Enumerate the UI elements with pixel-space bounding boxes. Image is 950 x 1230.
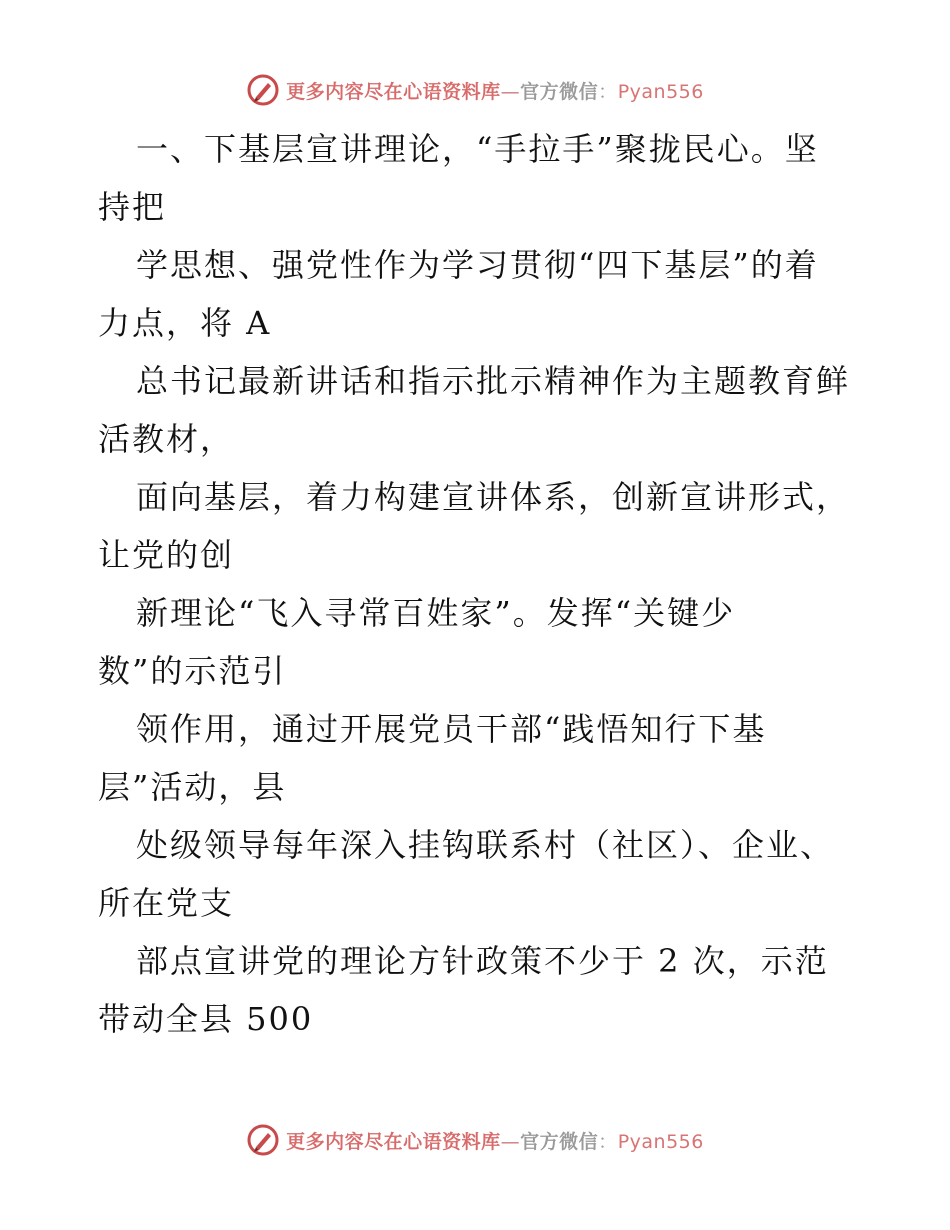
text-line: 处级领导每年深入挂钩联系村（社区）、企业、 <box>136 826 835 864</box>
watermark-label: 官方微信 <box>520 80 599 103</box>
watermark-brand: 更多内容尽在心语资料库 <box>286 80 501 103</box>
text-line: 力点，将 A <box>98 304 272 342</box>
text-line: 一、下基层宣讲理论，“手拉手”聚拢民心。坚 <box>136 130 819 168</box>
pen-logo-icon <box>246 1123 280 1157</box>
header-watermark <box>0 70 950 110</box>
text-line: 部点宣讲党的理论方针政策不少于 2 次，示范 <box>136 942 829 980</box>
text-line: 学思想、强党性作为学习贯彻“四下基层”的着 <box>136 246 819 284</box>
text-line: 总书记最新讲话和指示批示精神作为主题教育鲜 <box>136 362 851 400</box>
text-line: 所在党支 <box>98 884 235 922</box>
text-line: 带动全县 500 <box>98 1000 314 1038</box>
text-line: 面向基层，着力构建宣讲体系，创新宣讲形式， <box>136 478 851 516</box>
text-line: 活教材， <box>98 420 235 458</box>
watermark-dash: — <box>500 80 521 103</box>
footer-watermark <box>0 1120 950 1160</box>
text-line: 数”的示范引 <box>98 652 287 690</box>
pen-logo-icon <box>246 73 280 107</box>
document-body <box>98 120 868 1048</box>
text-line: 新理论“飞入寻常百姓家”。发挥“关键少 <box>136 594 736 632</box>
watermark-dash: — <box>500 1130 521 1153</box>
text-line: 让党的创 <box>98 536 235 574</box>
watermark-wechat-id: Pyan556 <box>617 80 704 103</box>
watermark-label: 官方微信 <box>520 1130 599 1153</box>
text-line: 层”活动，县 <box>98 768 287 806</box>
watermark-wechat-id: Pyan556 <box>617 1130 704 1153</box>
watermark-separator: ： <box>598 1130 618 1153</box>
watermark-brand: 更多内容尽在心语资料库 <box>286 1130 501 1153</box>
text-line: 持把 <box>98 188 167 226</box>
text-line: 领作用，通过开展党员干部“践悟知行下基 <box>136 710 767 748</box>
watermark-separator: ： <box>598 80 618 103</box>
